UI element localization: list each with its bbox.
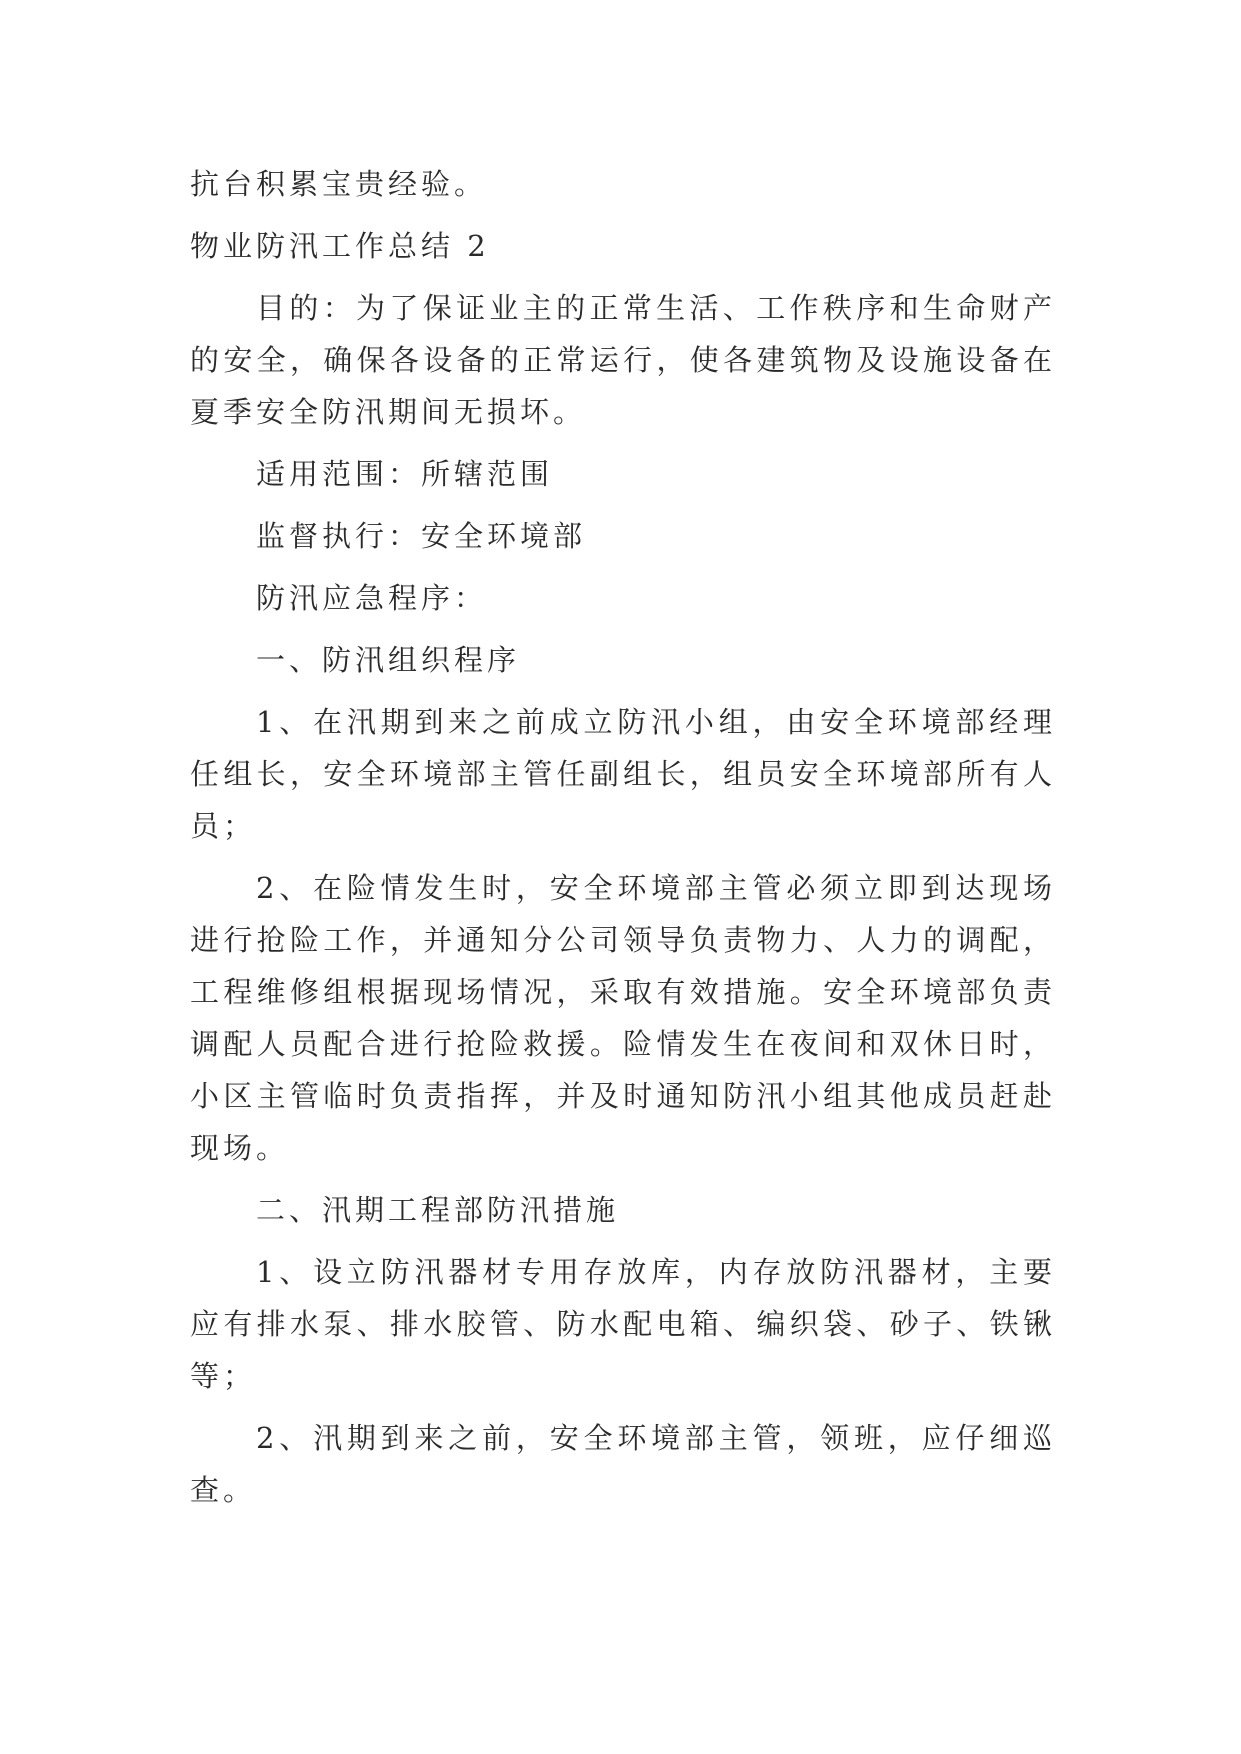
heading-organization-procedure: 一、防汛组织程序 <box>256 643 521 677</box>
list-item-measures-1: 1、设立防汛器材专用存放库，内存放防汛器材，主要应有排水泵、排水胶管、防水配电箱、编织袋、砂子、铁锹等； <box>190 1255 1056 1393</box>
list-item-organization-1: 1、在汛期到来之前成立防汛小组，由安全环境部经理任组长，安全环境部主管任副组长，组员安全环境部所有人员； <box>190 705 1056 843</box>
paragraph-supervision: 监督执行：安全环境部 <box>256 519 587 553</box>
paragraph-purpose: 目的：为了保证业主的正常生活、工作秩序和生命财产的安全，确保各设备的正常运行，使各建筑物及设施设备在夏季安全防汛期间无损坏。 <box>190 291 1056 429</box>
section-title: 物业防汛工作总结 2 <box>190 229 490 263</box>
paragraph-procedure-heading: 防汛应急程序： <box>256 581 488 615</box>
heading-engineering-measures: 二、汛期工程部防汛措施 <box>256 1193 620 1227</box>
document-body <box>190 158 1056 1526</box>
paragraph-scope: 适用范围：所辖范围 <box>256 457 554 491</box>
list-item-measures-2: 2、汛期到来之前，安全环境部主管，领班，应仔细巡查。 <box>190 1421 1056 1507</box>
paragraph-closing-line: 抗台积累宝贵经验。 <box>190 167 488 201</box>
list-item-organization-2: 2、在险情发生时，安全环境部主管必须立即到达现场进行抢险工作，并通知分公司领导负责物力、人力的调配，工程维修组根据现场情况，采取有效措施。安全环境部负责调配人员配合进行抢险救援。险情发生在夜间和双休日时，小区主管临时负责指挥，并及时通知防汛小组其他成员赶赴现场。 <box>190 871 1056 1165</box>
